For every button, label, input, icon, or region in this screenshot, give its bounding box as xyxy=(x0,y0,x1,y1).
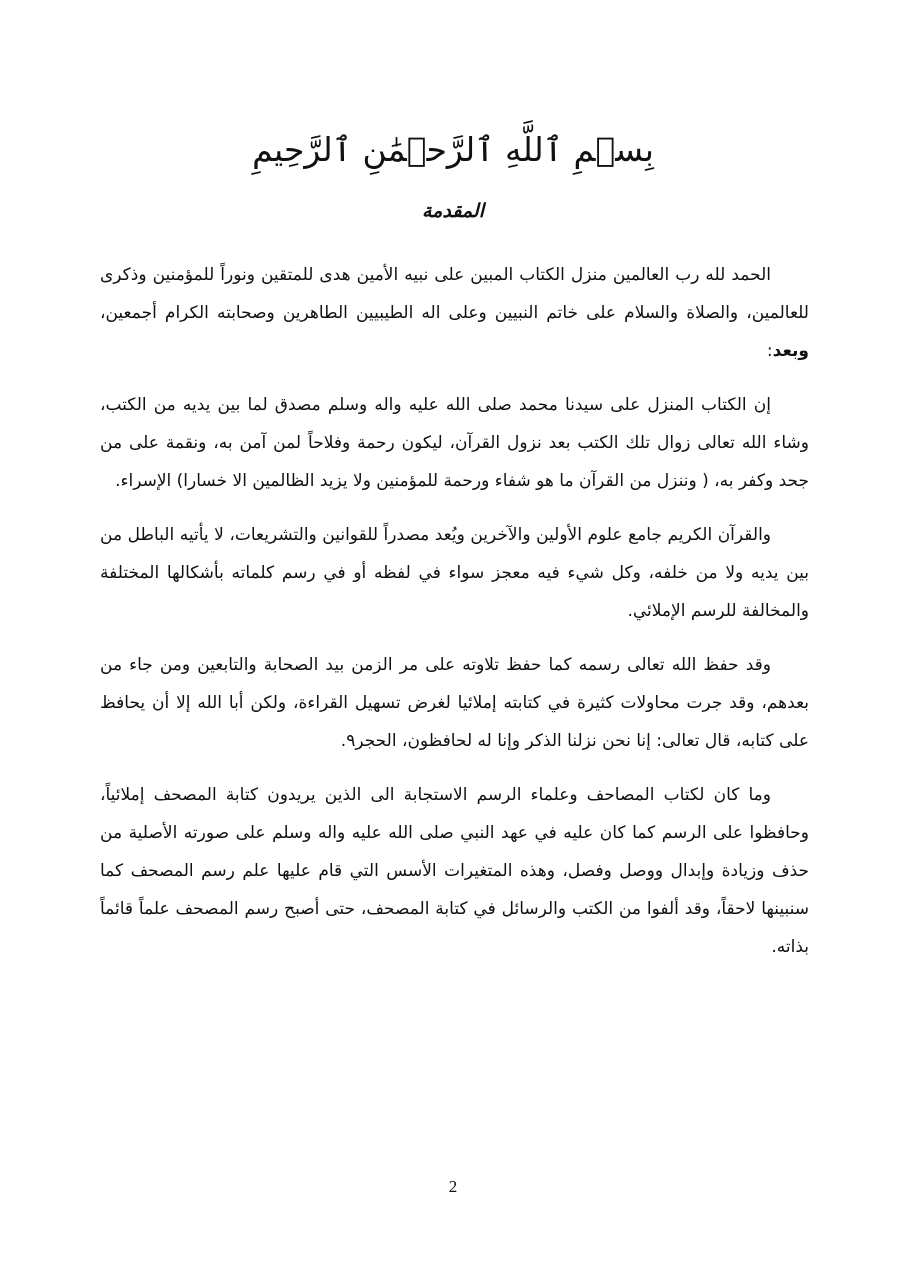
page-number: 2 xyxy=(448,1177,458,1196)
paragraph-1-tail: : xyxy=(766,341,773,361)
paragraph-5: وما كان لكتاب المصاحف وعلماء الرسم الاستجابة الى الذين يريدون كتابة المصحف إملائياً، وحافظوا على الرسم كما كان عليه في عهد النبي صلى الله عليه واله وسلم على صورته الأصلية من حذف وزيادة وإبدال ووصل وفصل، وهذه المتغيرات الأسس التي قام عليها علم رسم المصحف كما سنبينها لاحقاً، وقد ألفوا من الكتب والرسائل في كتابة المصحف، حتى أصبح رسم المصحف علماً قائماً بذاته. xyxy=(100,785,809,957)
basmala-title: بِسۡمِ ٱللَّهِ ٱلرَّحۡمَٰنِ ٱلرَّحِيمِ xyxy=(252,130,654,169)
body-text xyxy=(100,256,809,966)
paragraph-1 xyxy=(100,256,809,370)
introduction-heading: المقدمة xyxy=(421,200,484,222)
paragraph-3: والقرآن الكريم جامع علوم الأولين والآخرين ويُعد مصدراً للقوانين والتشريعات، لا يأتيه الباطل من بين يديه ولا من خلفه، وكل شيء فيه معجز سواء في لفظه أو في رسم كلماته بأشكالها المختلفة والمخالفة للرسم الإملائي. xyxy=(100,525,809,621)
paragraph-1-text: الحمد لله رب العالمين منزل الكتاب المبين على نبيه الأمين هدى للمتقين ونوراً للمؤمنين وذكرى للعالمين، والصلاة والسلام على خاتم النبيين وعلى اله الطيبيين الطاهرين وصحابته الكرام أجمعين، xyxy=(100,265,809,323)
paragraph-1-bold-word: وبعد xyxy=(772,341,809,361)
paragraph-4: وقد حفظ الله تعالى رسمه كما حفظ تلاوته على مر الزمن بيد الصحابة والتابعين ومن جاء من بعدهم، وقد جرت محاولات كثيرة في كتابته إملائيا لغرض تسهيل القراءة، ولكن أبا الله إلا أن يحافظ على كتابه، قال تعالى: إنا نحن نزلنا الذكر وإنا له لحافظون، الحجر٩. xyxy=(100,655,809,751)
paragraph-2: إن الكتاب المنزل على سيدنا محمد صلى الله عليه واله وسلم مصدق لما بين يديه من الكتب، وشاء الله تعالى زوال تلك الكتب بعد نزول القرآن، ليكون رحمة وفلاحاً لمن آمن به، ونقمة على من جحد وكفر به، ( وننزل من القرآن ما هو شفاء ورحمة للمؤمنين ولا يزيد الظالمين الا خسارا) الإسراء. xyxy=(100,395,809,491)
